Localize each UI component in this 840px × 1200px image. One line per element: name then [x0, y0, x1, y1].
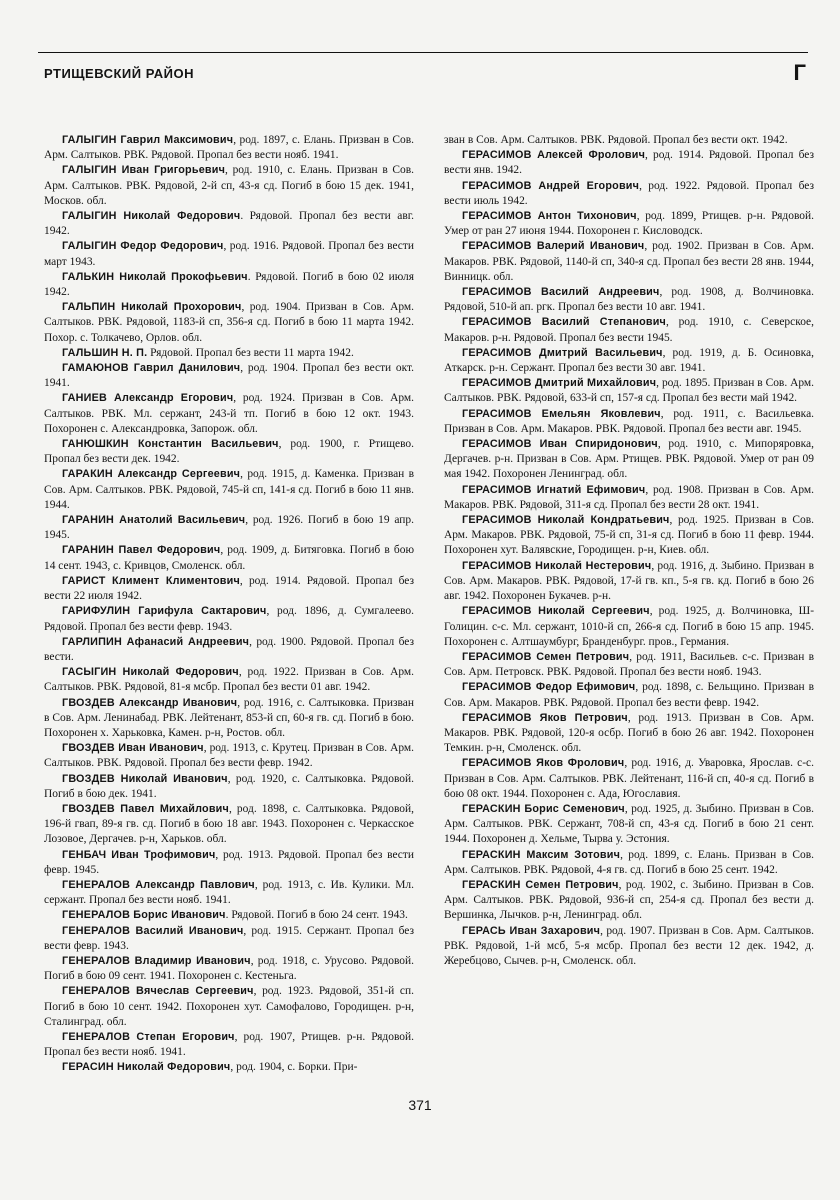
memorial-entry	[44, 1030, 414, 1060]
memorial-entry	[444, 924, 814, 970]
entry-details: , род. 1904. Призван в Сов. Арм. Салтыков. РВК. Рядовой, 1183-й сп, 356-я сд. Погиб в бою 11 марта 1942. Похор. с. Толкачево, Орлов. обл.	[44, 301, 414, 344]
entry-details: , род. 1904, с. Борки. При-	[230, 1061, 358, 1074]
memorial-entry	[44, 270, 414, 300]
person-name: ГАРАНИН Анатолий Васильевич	[62, 514, 246, 527]
person-name: ГАНЮШКИН Константин Васильевич	[62, 438, 279, 451]
entry-details: , род. 1914. Рядовой. Пропал без вести янв. 1942.	[444, 149, 814, 177]
person-name: ГЕРАСИМОВ Антон Тихонович	[462, 210, 637, 223]
memorial-entry	[444, 209, 814, 239]
entry-details: , род. 1900. Рядовой. Пропал без вести.	[44, 635, 414, 663]
person-name: ГЕРАСКИН Максим Зотович	[462, 848, 621, 861]
memorial-entry	[444, 437, 814, 483]
entry-details: , род. 1916, д. Уваровка, Ярослав. с-с. Призван в Сов. Арм. Салтыков. РВК. Лейтенант, 116-й сп, 40-я сд. Погиб в бою 08 окт. 1944. Похоронен с. Ада, Югославия.	[444, 757, 814, 800]
memorial-entry	[44, 954, 414, 984]
entry-details: , род. 1924. Призван в Сов. Арм. Салтыков. РВК. Мл. сержант, 243-й тп. Погиб в бою 12 окт. 1943. Похоронен с. Александровка, Запорож. обл.	[44, 392, 414, 435]
entry-details: , род. 1925, д. Волчиновка, Ш-Голицин. с-с. Мл. сержант, 1010-й сп, 266-я сд. Погиб в бою 15 апр. 1945. Похоронен с. Алтшаумбург, Бранденбург. пров., Германия.	[444, 605, 814, 648]
memorial-entry	[44, 300, 414, 346]
memorial-entry	[44, 361, 414, 391]
entry-details: , род. 1898, с. Салтыковка. Рядовой, 196-й гвап, 89-я гв. сд. Погиб в бою 18 авг. 1943. Похоронен с. Черкасское Лозовое, Дергачев. р-н, Харьков. обл.	[44, 802, 414, 846]
person-name: ГАЛЫГИН Иван Григорьевич	[62, 164, 226, 177]
entry-details: , род. 1908. Призван в Сов. Арм. Макаров. РВК. Рядовой, 311-я сд. Пропал без вести 28 окт. 1941.	[444, 483, 814, 511]
memorial-entry	[44, 802, 414, 848]
memorial-entry	[444, 133, 814, 148]
entry-details: , род. 1911, с. Васильевка. Призван в Сов. Арм. Макаров. РВК. Рядовой. Пропал без вести авг. 1945.	[444, 407, 814, 435]
entry-details: , род. 1922. Рядовой. Пропал без вести июль 1942.	[444, 179, 814, 207]
person-name: ГЕРАСИМОВ Яков Петрович	[462, 711, 628, 724]
person-name: ГЕРАСИМОВ Дмитрий Васильевич	[462, 346, 663, 359]
entry-details: , род. 1925. Призван в Сов. Арм. Макаров. РВК. Рядовой, 75-й сп, 31-я сд. Погиб в бою 11 февр. 1944. Похоронен хут. Валявские, Городищен. р-н, Киев. обл.	[444, 514, 814, 557]
person-name: ГАЛЬШИН Н. П.	[62, 346, 148, 359]
columns	[44, 133, 814, 1093]
memorial-entry	[44, 908, 414, 923]
entry-details: , род. 1913. Рядовой. Пропал без вести февр. 1945.	[44, 848, 414, 876]
memorial-entry	[444, 376, 814, 406]
person-name: ГЕРАСИМОВ Федор Ефимович	[462, 681, 636, 694]
person-name: ГЕРАСИМОВ Василий Степанович	[462, 316, 667, 329]
memorial-entry	[444, 179, 814, 209]
memorial-entry	[444, 559, 814, 605]
memorial-entry	[44, 741, 414, 771]
person-name: ГАНИЕВ Александр Егорович	[62, 392, 234, 405]
memorial-entry	[44, 513, 414, 543]
memorial-entry	[44, 391, 414, 437]
person-name: ГЕНЕРАЛОВ Степан Егорович	[62, 1030, 235, 1043]
entry-details: , род. 1916, с. Салтыковка. Призван в Сов. Арм. Ленинабад. РВК. Лейтенант, 853-й сп, 60-я гв. сд. Погиб в бою. Похоронен х. Харьковка, Камен. р-н, Ростов. обл.	[44, 696, 414, 739]
person-name: ГВОЗДЕВ Иван Иванович	[62, 742, 204, 755]
person-name: ГВОЗДЕВ Николай Иванович	[62, 772, 228, 785]
entry-details: , род. 1922. Призван в Сов. Арм. Салтыков. РВК. Рядовой, 81-я мсбр. Пропал без вести 01 авг. 1942.	[44, 666, 414, 694]
memorial-entry	[44, 133, 414, 163]
entry-details: , род. 1909, д. Битяговка. Погиб в бою 14 сент. 1943, с. Кривцов, Смоленск. обл.	[44, 544, 414, 572]
header-rule	[38, 52, 808, 53]
entry-details: , род. 1899, с. Елань. Призван в Сов. Арм. Салтыков. РВК. Рядовой, 4-я гв. сд. Погиб в бою 25 сент. 1942.	[444, 848, 814, 876]
person-name: ГАРАКИН Александр Сергеевич	[62, 468, 241, 481]
memorial-entry	[44, 772, 414, 802]
person-name: ГЕРАСИМОВ Андрей Егорович	[462, 179, 640, 192]
memorial-entry	[444, 483, 814, 513]
entry-details: , род. 1914. Рядовой. Пропал без вести 22 июля 1942.	[44, 574, 414, 603]
memorial-entry	[44, 665, 414, 695]
entry-details: , род. 1904. Пропал без вести окт. 1941.	[44, 362, 414, 390]
memorial-entry	[444, 285, 814, 315]
entry-details: , род. 1915, д. Каменка. Призван в Сов. Арм. Салтыков. РВК. Рядовой, 745-й сп, 141-я сд. Погиб в бою 11 янв. 1944.	[44, 468, 414, 511]
entry-details: , род. 1910, с. Северское, Макаров. р-н. Рядовой. Пропал без вести 1945.	[444, 316, 814, 344]
entry-details: , род. 1913, с. Ив. Кулики. Мл. сержант. Пропал без вести нояб. 1941.	[44, 878, 414, 907]
person-name: ГВОЗДЕВ Павел Михайлович	[62, 802, 229, 815]
person-name: ГЕРАСКИН Борис Семенович	[462, 802, 625, 815]
memorial-entry	[444, 148, 814, 178]
page-number: 371	[408, 1097, 432, 1113]
right-column	[444, 133, 814, 1093]
person-name: ГЕРАСЬ Иван Захарович	[462, 924, 601, 937]
entry-details: , род. 1897, с. Елань. Призван в Сов. Арм. Салтыков. РВК. Рядовой. Пропал без вести нояб. 1941.	[44, 134, 414, 162]
memorial-entry	[444, 239, 814, 285]
memorial-entry	[44, 696, 414, 742]
page-header	[38, 52, 808, 94]
entry-details: , род. 1907. Призван в Сов. Арм. Салтыков. РВК. Рядовой, 1-й мсб, 5-я мсбр. Пропал без вести 12 дек. 1942, д. Жеребцово, Сычев. р-н, Смоленск. обл.	[444, 924, 814, 967]
person-name: ГЕРАСИМОВ Яков Фролович	[462, 757, 625, 770]
memorial-entry	[44, 346, 414, 361]
entry-details: , род. 1908, д. Волчиновка. Рядовой, 510-й ап. ргк. Пропал без вести 10 авг. 1941.	[444, 286, 814, 314]
memorial-entry	[444, 315, 814, 345]
memorial-entry	[444, 802, 814, 848]
left-column	[44, 133, 414, 1093]
entry-details: , род. 1925, д. Зыбино. Призван в Сов. Арм. Салтыков. РВК. Сержант, 708-й сп, 43-я сд. Погиб в бою 21 сент. 1944. Похоронен д. Хельме, Тырва у. Эстония.	[444, 802, 814, 846]
memorial-entry	[444, 711, 814, 757]
memorial-entry	[44, 604, 414, 634]
person-name: ГАРАНИН Павел Федорович	[62, 544, 221, 557]
entry-details: , род. 1900, г. Ртищево. Пропал без вести дек. 1942.	[44, 438, 414, 466]
memorial-entry	[444, 878, 814, 924]
memorial-entry	[44, 878, 414, 908]
person-name: ГЕНБАЧ Иван Трофимович	[62, 848, 216, 861]
entry-details: . Рядовой. Погиб в бою 24 сент. 1943.	[225, 909, 408, 922]
entry-details: , род. 1916. Рядовой. Пропал без вести март 1943.	[44, 240, 414, 268]
person-name: ГЕРАСИМОВ Алексей Фролович	[462, 149, 646, 162]
memorial-entry	[44, 209, 414, 239]
person-name: ГЕНЕРАЛОВ Владимир Иванович	[62, 954, 251, 967]
person-name: ГАЛЫГИН Гаврил Максимович	[62, 134, 234, 146]
entry-details: , род. 1910, с. Мипоряровка, Дергачев. р-н. Призван в Сов. Арм. Ртищев. РВК. Рядовой. Умер от ран 09 мая 1942. Похоронен Ленинград. обл.	[444, 438, 814, 481]
person-name: ГЕНЕРАЛОВ Борис Иванович	[62, 909, 226, 922]
memorial-entry	[44, 984, 414, 1030]
entry-details: , род. 1919, д. Б. Осиновка, Аткарск. р-н. Сержант. Пропал без вести 30 авг. 1941.	[444, 346, 814, 375]
entry-details: , род. 1902, с. Зыбино. Призван в Сов. Арм. Салтыков. РВК. Рядовой, 936-й сп, 254-я сд. Пропал без вести д. Вершинка, Лычков. р-н, Ленинград. обл.	[444, 878, 814, 922]
memorial-entry	[44, 239, 414, 269]
entry-details: , род. 1916, д. Зыбино. Призван в Сов. Арм. Макаров. РВК. Рядовой, 17-й гв. кп., 5-я гв. кд. Погиб в бою 26 авг. 1942. Похоронен Букачев. р-н.	[444, 559, 814, 603]
memorial-entry	[44, 163, 414, 209]
person-name: ГЕРАСИМОВ Николай Нестерович	[462, 559, 652, 572]
person-name: ГАЛЫГИН Николай Федорович	[62, 210, 241, 223]
memorial-entry	[44, 1060, 414, 1075]
entry-details: , род. 1910, с. Елань. Призван в Сов. Арм. Салтыков. РВК. Рядовой, 2-й сп, 43-я сд. Погиб в бою 15 дек. 1941, Москов. обл.	[44, 164, 414, 207]
entry-details: , род. 1918, с. Урусово. Рядовой. Погиб в бою 09 сент. 1941. Похоронен с. Кестеньга.	[44, 954, 414, 983]
entry-details: , род. 1898, с. Бельщино. Призван в Сов. Арм. Макаров. РВК. Рядовой. Пропал без вести февр. 1942.	[444, 681, 814, 709]
person-name: ГЕРАСИМОВ Емельян Яковлевич	[462, 407, 661, 420]
person-name: ГАЛЫГИН Федор Федорович	[62, 240, 224, 253]
region-title: РТИЩЕВСКИЙ РАЙОН	[44, 66, 194, 81]
entry-details: , род. 1920, с. Салтыковка. Рядовой. Погиб в бою дек. 1941.	[44, 772, 414, 800]
memorial-entry	[444, 513, 814, 559]
person-name: ГЕРАСКИН Семен Петрович	[462, 878, 619, 891]
person-name: ГЕРАСИМОВ Василий Андреевич	[462, 286, 660, 299]
memorial-entry	[444, 848, 814, 878]
memorial-entry	[444, 680, 814, 710]
memorial-entry	[44, 635, 414, 665]
person-name: ГЕРАСИМОВ Семен Петрович	[462, 650, 630, 663]
entry-details: Рядовой. Пропал без вести 11 марта 1942.	[147, 346, 354, 359]
person-name: ГАРИФУЛИН Гарифула Сактарович	[62, 605, 267, 618]
person-name: ГЕРАСИМОВ Николай Кондратьевич	[462, 514, 670, 527]
entry-details: . Рядовой. Пропал без вести авг. 1942.	[44, 210, 414, 238]
entry-details: , род. 1896, д. Сумгалеево. Рядовой. Пропал без вести февр. 1943.	[44, 605, 414, 633]
entry-details: , род. 1913. Призван в Сов. Арм. Макаров. РВК. Рядовой, 120-я осбр. Погиб в бою 26 авг. 1942. Похоронен Темкин. р-н, Смоленск. обл.	[444, 711, 814, 755]
memorial-entry	[444, 407, 814, 437]
person-name: ГАЛЬПИН Николай Прохорович	[62, 301, 242, 314]
entry-details: , род. 1926. Погиб в бою 19 апр. 1945.	[44, 514, 414, 542]
entry-details: , род. 1899, Ртищев. р-н. Рядовой. Умер от ран 27 июня 1944. Похоронен г. Кисловодск.	[444, 210, 814, 238]
entry-details: зван в Сов. Арм. Салтыков. РВК. Рядовой. Пропал без вести окт. 1942.	[444, 134, 788, 146]
person-name: ГАРИСТ Климент Климентович	[62, 574, 240, 587]
person-name: ГЕНЕРАЛОВ Василий Иванович	[62, 924, 244, 937]
person-name: ГАРЛИПИН Афанасий Андреевич	[62, 635, 250, 648]
memorial-entry	[444, 756, 814, 802]
person-name: ГВОЗДЕВ Александр Иванович	[62, 696, 238, 709]
person-name: ГАМАЮНОВ Гаврил Данилович	[62, 362, 241, 375]
memorial-entry	[44, 848, 414, 878]
entry-details: , род. 1907, Ртищев. р-н. Рядовой. Пропал без вести нояб. 1941.	[44, 1030, 414, 1059]
entry-details: , род. 1902. Призван в Сов. Арм. Макаров. РВК. Рядовой, 1140-й сп, 340-я сд. Пропал без вести 28 янв. 1944, Винницк. обл.	[444, 240, 814, 283]
entry-details: , род. 1895. Призван в Сов. Арм. Салтыков. РВК. Рядовой, 633-й сп, 157-я сд. Пропал без вести май 1942.	[444, 377, 814, 405]
entry-details: . Рядовой. Погиб в бою 02 июля 1942.	[44, 270, 414, 299]
person-name: ГЕРАСИН Николай Федорович	[62, 1061, 231, 1074]
memorial-entry	[444, 650, 814, 680]
person-name: ГАЛЬКИН Николай Прокофьевич	[62, 270, 248, 283]
entry-details: , род. 1915. Сержант. Пропал без вести февр. 1943.	[44, 924, 414, 952]
memorial-entry	[44, 924, 414, 954]
memorial-entry	[444, 604, 814, 650]
memorial-entry	[44, 574, 414, 604]
person-name: ГЕРАСИМОВ Валерий Иванович	[462, 240, 645, 253]
person-name: ГЕНЕРАЛОВ Вячеслав Сергеевич	[62, 985, 254, 998]
memorial-entry	[444, 346, 814, 376]
person-name: ГАСЫГИН Николай Федорович	[62, 666, 239, 679]
person-name: ГЕНЕРАЛОВ Александр Павлович	[62, 878, 255, 891]
section-letter: Г	[793, 60, 806, 85]
entry-details: , род. 1913, с. Крутец. Призван в Сов. Арм. Салтыков. РВК. Рядовой. Пропал без вести февр. 1942.	[44, 742, 414, 770]
person-name: ГЕРАСИМОВ Игнатий Ефимович	[462, 483, 646, 496]
entry-details: , род. 1911, Васильев. с-с. Призван в Сов. Арм. Петровск. РВК. Рядовой. Пропал без вести нояб. 1943.	[444, 650, 814, 679]
memorial-entry	[44, 467, 414, 513]
person-name: ГЕРАСИМОВ Дмитрий Михайлович	[462, 377, 657, 390]
person-name: ГЕРАСИМОВ Николай Сергеевич	[462, 605, 650, 618]
person-name: ГЕРАСИМОВ Иван Спиридонович	[462, 438, 658, 451]
entry-details: , род. 1923. Рядовой, 351-й сп. Погиб в бою 10 сент. 1942. Похоронен хут. Самофалово, Городищен. р-н, Сталинград. обл.	[44, 985, 414, 1028]
memorial-entry	[44, 543, 414, 573]
memorial-entry	[44, 437, 414, 467]
